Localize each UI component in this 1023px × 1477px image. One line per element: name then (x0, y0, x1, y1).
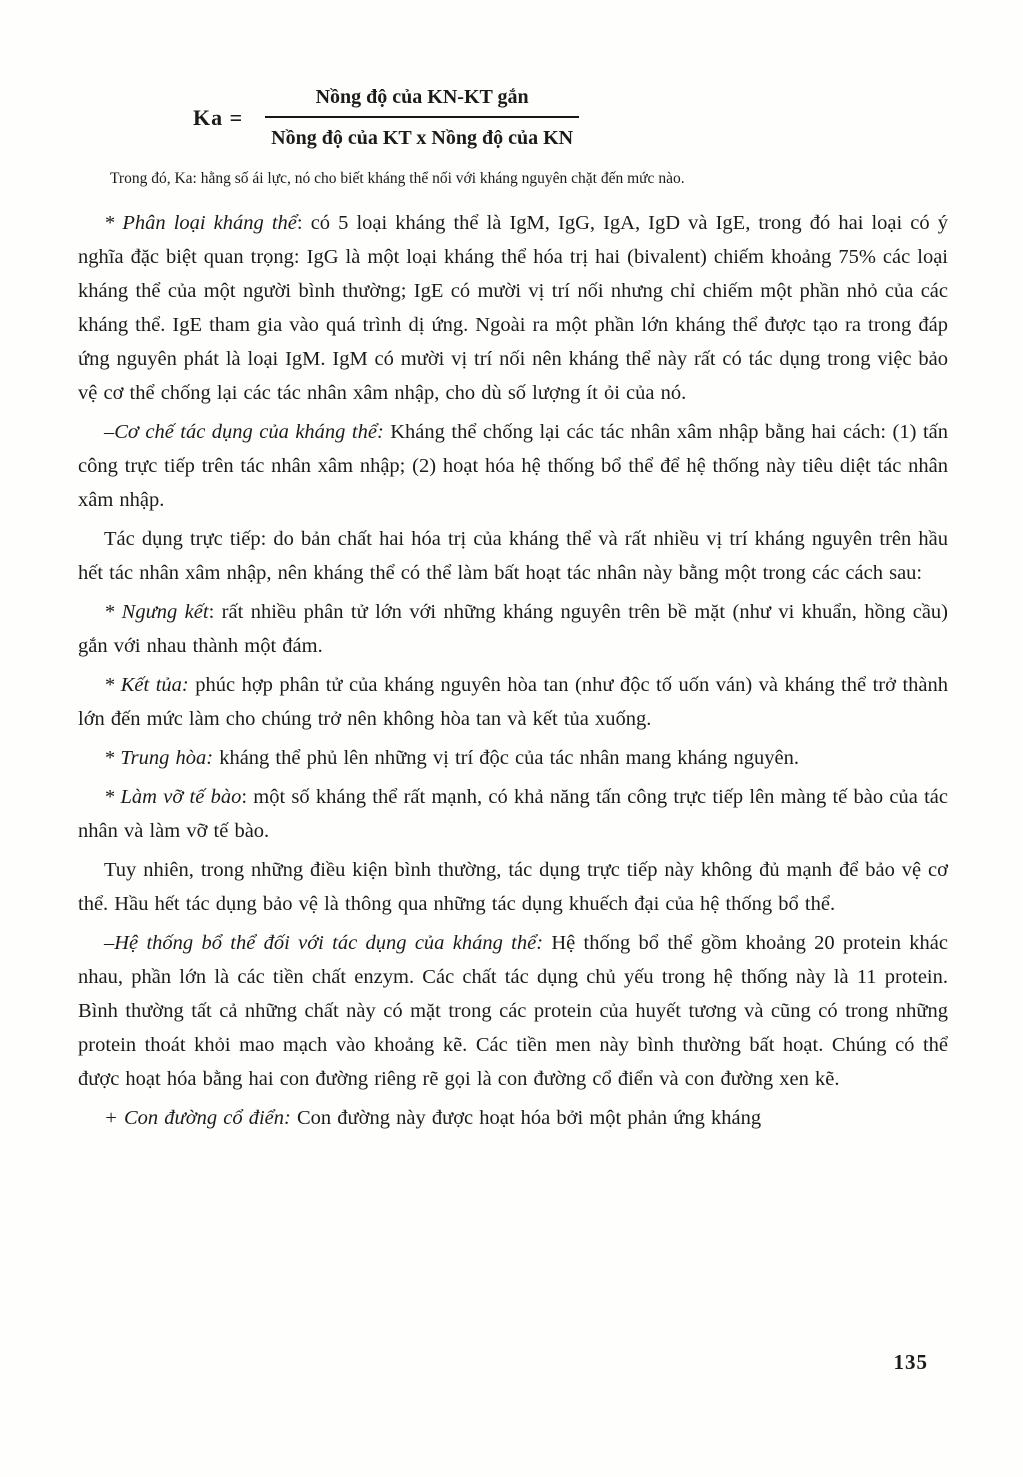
paragraph-lead: * Ngưng kết (104, 601, 209, 623)
formula-lhs: Ka = (193, 105, 244, 130)
paragraph-tac-dung-truc-tiep (78, 522, 948, 590)
page-number: 135 (893, 1350, 928, 1374)
paragraph-phan-loai-khang-the (78, 206, 948, 410)
paragraph-lead: * Phân loại kháng thể (104, 212, 297, 234)
paragraph-text: Con đường này được hoạt hóa bởi một phản ứng kháng (290, 1107, 762, 1129)
formula-note: Trong đó, Ka: hằng số ái lực, nó cho biết kháng thể nối với kháng nguyên chặt đến mức nào. (110, 170, 685, 187)
page-content (78, 0, 948, 1135)
paragraph-lead: + Con đường cổ điển: (104, 1107, 291, 1129)
paragraph-text: : có 5 loại kháng thể là IgM, IgG, IgA, IgD và IgE, trong đó hai loại có ý nghĩa đặc biệt quan trọng: IgG là một loại kháng thể hóa trị hai (bivalent) chiếm khoảng 75% các loại kháng thể của một người bình thường; IgE có mười vị trí nối nhưng chỉ chiếm một phần nhỏ của các kháng thể. IgE tham gia vào quá trình dị ứng. Ngoài ra một phần lớn kháng thể được tạo ra trong đáp ứng nguyên phát là loại IgM. IgM có mười vị trí nối nên kháng thể này rất có tác dụng trong việc bảo vệ cơ thể chống lại các tác nhân xâm nhập, cho dù số lượng ít ỏi của nó. (78, 212, 948, 404)
paragraph-ngung-ket (78, 595, 948, 663)
paragraph-text: phúc hợp phân tử của kháng nguyên hòa tan (như độc tố uốn ván) và kháng thể trở thành lớn đến mức làm cho chúng trở nên không hòa tan và kết tủa xuống. (78, 674, 948, 730)
formula-numerator: Nồng độ của KN-KT gắn (315, 86, 529, 108)
paragraph-lam-vo-te-bao (78, 780, 948, 848)
affinity-constant-formula (193, 86, 948, 150)
paragraph-lead: * Trung hòa: (104, 747, 214, 769)
paragraph-lead: –Hệ thống bổ thể đối với tác dụng của kháng thể: (104, 932, 544, 954)
paragraph-tuy-nhien (78, 853, 948, 921)
formula-fraction (265, 86, 579, 150)
paragraph-he-thong-bo-the (78, 926, 948, 1096)
paragraph-co-che-tac-dung (78, 415, 948, 517)
paragraph-lead: * Kết tủa: (104, 674, 189, 696)
paragraph-ket-tua (78, 668, 948, 736)
formula-denominator: Nồng độ của KT x Nồng độ của KN (265, 116, 579, 150)
paragraph-lead: * Làm vỡ tế bào (104, 786, 242, 808)
paragraph-trung-hoa (78, 741, 948, 775)
paragraph-con-duong-co-dien (78, 1101, 948, 1135)
paragraph-text: Kháng thể chống lại các tác nhân xâm nhập bằng hai cách: (1) tấn công trực tiếp trên tác nhân xâm nhập; (2) hoạt hóa hệ thống bổ thể để hệ thống này tiêu diệt tác nhân xâm nhập. (78, 421, 948, 511)
paragraph-text: : một số kháng thể rất mạnh, có khả năng tấn công trực tiếp lên màng tế bào của tác nhân và làm vỡ tế bào. (78, 786, 948, 842)
paragraph-text: kháng thể phủ lên những vị trí độc của tác nhân mang kháng nguyên. (213, 747, 799, 769)
paragraph-lead: –Cơ chế tác dụng của kháng thể: (104, 421, 384, 443)
paragraph-text: : rất nhiều phân tử lớn với những kháng nguyên trên bề mặt (như vi khuẩn, hồng cầu) gắn với nhau thành một đám. (78, 601, 949, 657)
paragraph-text: Tác dụng trực tiếp: do bản chất hai hóa trị của kháng thể và rất nhiều vị trí kháng nguyên trên hầu hết tác nhân xâm nhập, nên kháng thể có thể làm bất hoạt tác nhân này bằng một trong các cách sau: (78, 528, 948, 584)
paragraph-text: Tuy nhiên, trong những điều kiện bình thường, tác dụng trực tiếp này không đủ mạnh để bảo vệ cơ thể. Hầu hết tác dụng bảo vệ là thông qua những tác dụng khuếch đại của hệ thống bổ thể. (78, 859, 948, 915)
paragraph-text: Hệ thống bổ thể gồm khoảng 20 protein khác nhau, phần lớn là các tiền chất enzym. Các chất tác dụng chủ yếu trong hệ thống này là 11 protein. Bình thường tất cả những chất này có mặt trong các protein của huyết tương và cũng có trong những protein thoát khỏi mao mạch vào khoảng kẽ. Các tiền men này bình thường bất hoạt. Chúng có thể được hoạt hóa bằng hai con đường riêng rẽ gọi là con đường cổ điển và con đường xen kẽ. (78, 932, 949, 1090)
